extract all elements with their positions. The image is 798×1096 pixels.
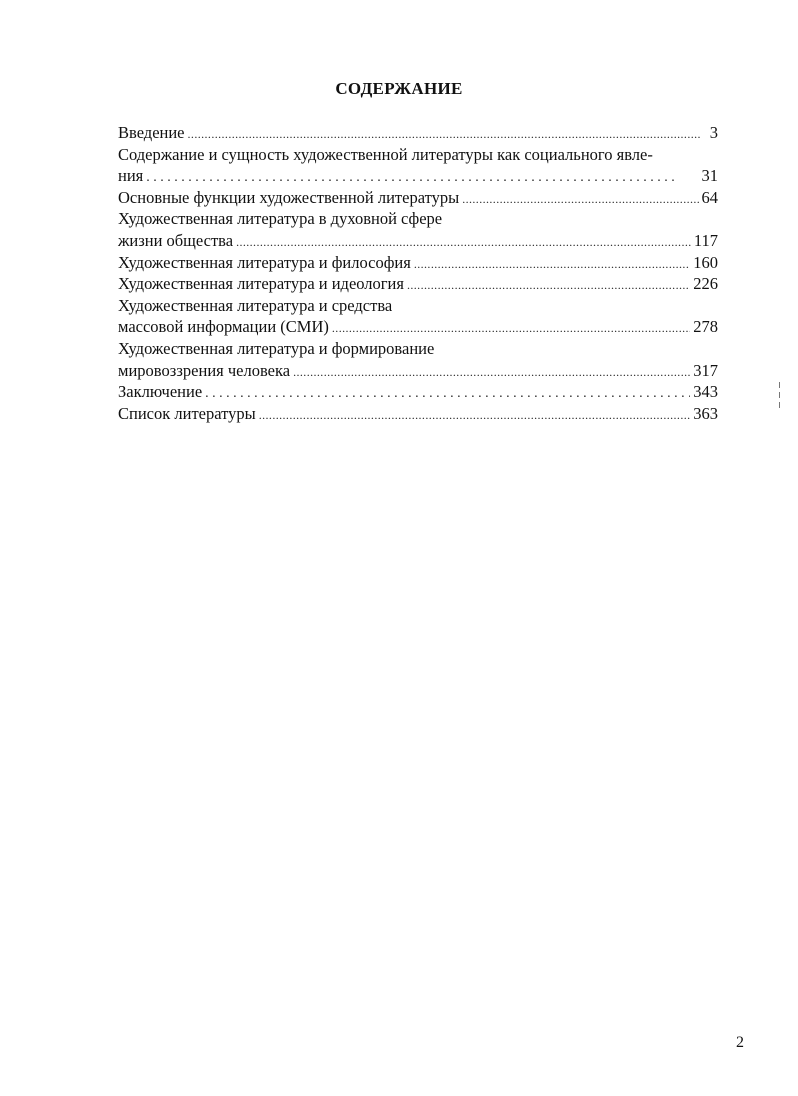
table-of-contents — [118, 122, 718, 424]
toc-entry-title: Введение — [118, 123, 185, 142]
toc-entry-page: 226 — [693, 274, 718, 294]
toc-entry-title: мировоззрения человека — [118, 360, 291, 380]
toc-entry-title: ния — [118, 166, 144, 186]
toc-entry-page: 160 — [693, 252, 718, 272]
toc-entry-worldview-line-2 — [118, 360, 718, 382]
toc-entry-title: Художественная литература и идеология — [118, 274, 404, 294]
toc-entry-spiritual-line-2 — [118, 230, 718, 252]
page-title: СОДЕРЖАНИЕ — [335, 79, 463, 98]
toc-entry-spiritual-line-1 — [118, 208, 718, 230]
toc-entry-title: массовой информации (СМИ) — [118, 317, 329, 337]
toc-leader-dots — [188, 124, 701, 146]
toc-entry-title: Художественная литература и средства — [118, 295, 393, 315]
toc-entry-essence-line-1 — [118, 144, 718, 166]
toc-entry-title: жизни общества — [118, 230, 234, 250]
toc-entry-page: 343 — [693, 382, 718, 402]
toc-entry-page: 64 — [701, 187, 718, 207]
toc-leader-dots — [414, 254, 690, 276]
toc-entry-title: Основные функции художественной литературы — [118, 187, 460, 207]
toc-entry-conclusion — [118, 381, 718, 403]
toc-entry-title: Содержание и сущность художественной литературы как социального явле- — [118, 144, 653, 164]
toc-entry-title: Художественная литература и формирование — [118, 338, 435, 358]
toc-entry-worldview-line-1 — [118, 338, 718, 360]
toc-leader-dots — [146, 167, 674, 189]
toc-entry-title: Заключение — [118, 382, 203, 402]
toc-entry-bibliography — [118, 403, 718, 425]
toc-entry-page: 363 — [693, 403, 718, 423]
scan-margin-marks — [778, 382, 781, 412]
toc-entry-page: 117 — [693, 230, 718, 250]
toc-leader-dots — [236, 232, 691, 254]
toc-leader-dots — [259, 405, 691, 427]
toc-leader-dots — [332, 318, 690, 340]
toc-entry-page: 317 — [693, 360, 718, 380]
toc-entry-essence-line-2 — [118, 165, 718, 187]
toc-entry-media-line-2 — [118, 316, 718, 338]
toc-entry-media-line-1 — [118, 295, 718, 317]
toc-entry-page: 278 — [693, 317, 718, 337]
toc-leader-dots — [293, 362, 690, 384]
toc-entry-introduction — [118, 122, 718, 144]
toc-entry-functions — [118, 187, 718, 209]
toc-entry-page: 31 — [701, 166, 718, 186]
toc-leader-dots — [462, 189, 698, 211]
toc-entry-philosophy — [118, 252, 718, 274]
page-number: 2 — [736, 1034, 744, 1051]
toc-entry-ideology — [118, 273, 718, 295]
toc-entry-title: Художественная литература в духовной сфере — [118, 209, 443, 229]
toc-leader-dots — [205, 383, 690, 405]
toc-entry-page: 3 — [709, 123, 718, 142]
toc-entry-title: Художественная литература и философия — [118, 252, 411, 272]
toc-leader-dots — [407, 275, 690, 297]
toc-entry-title: Список литературы — [118, 403, 256, 423]
